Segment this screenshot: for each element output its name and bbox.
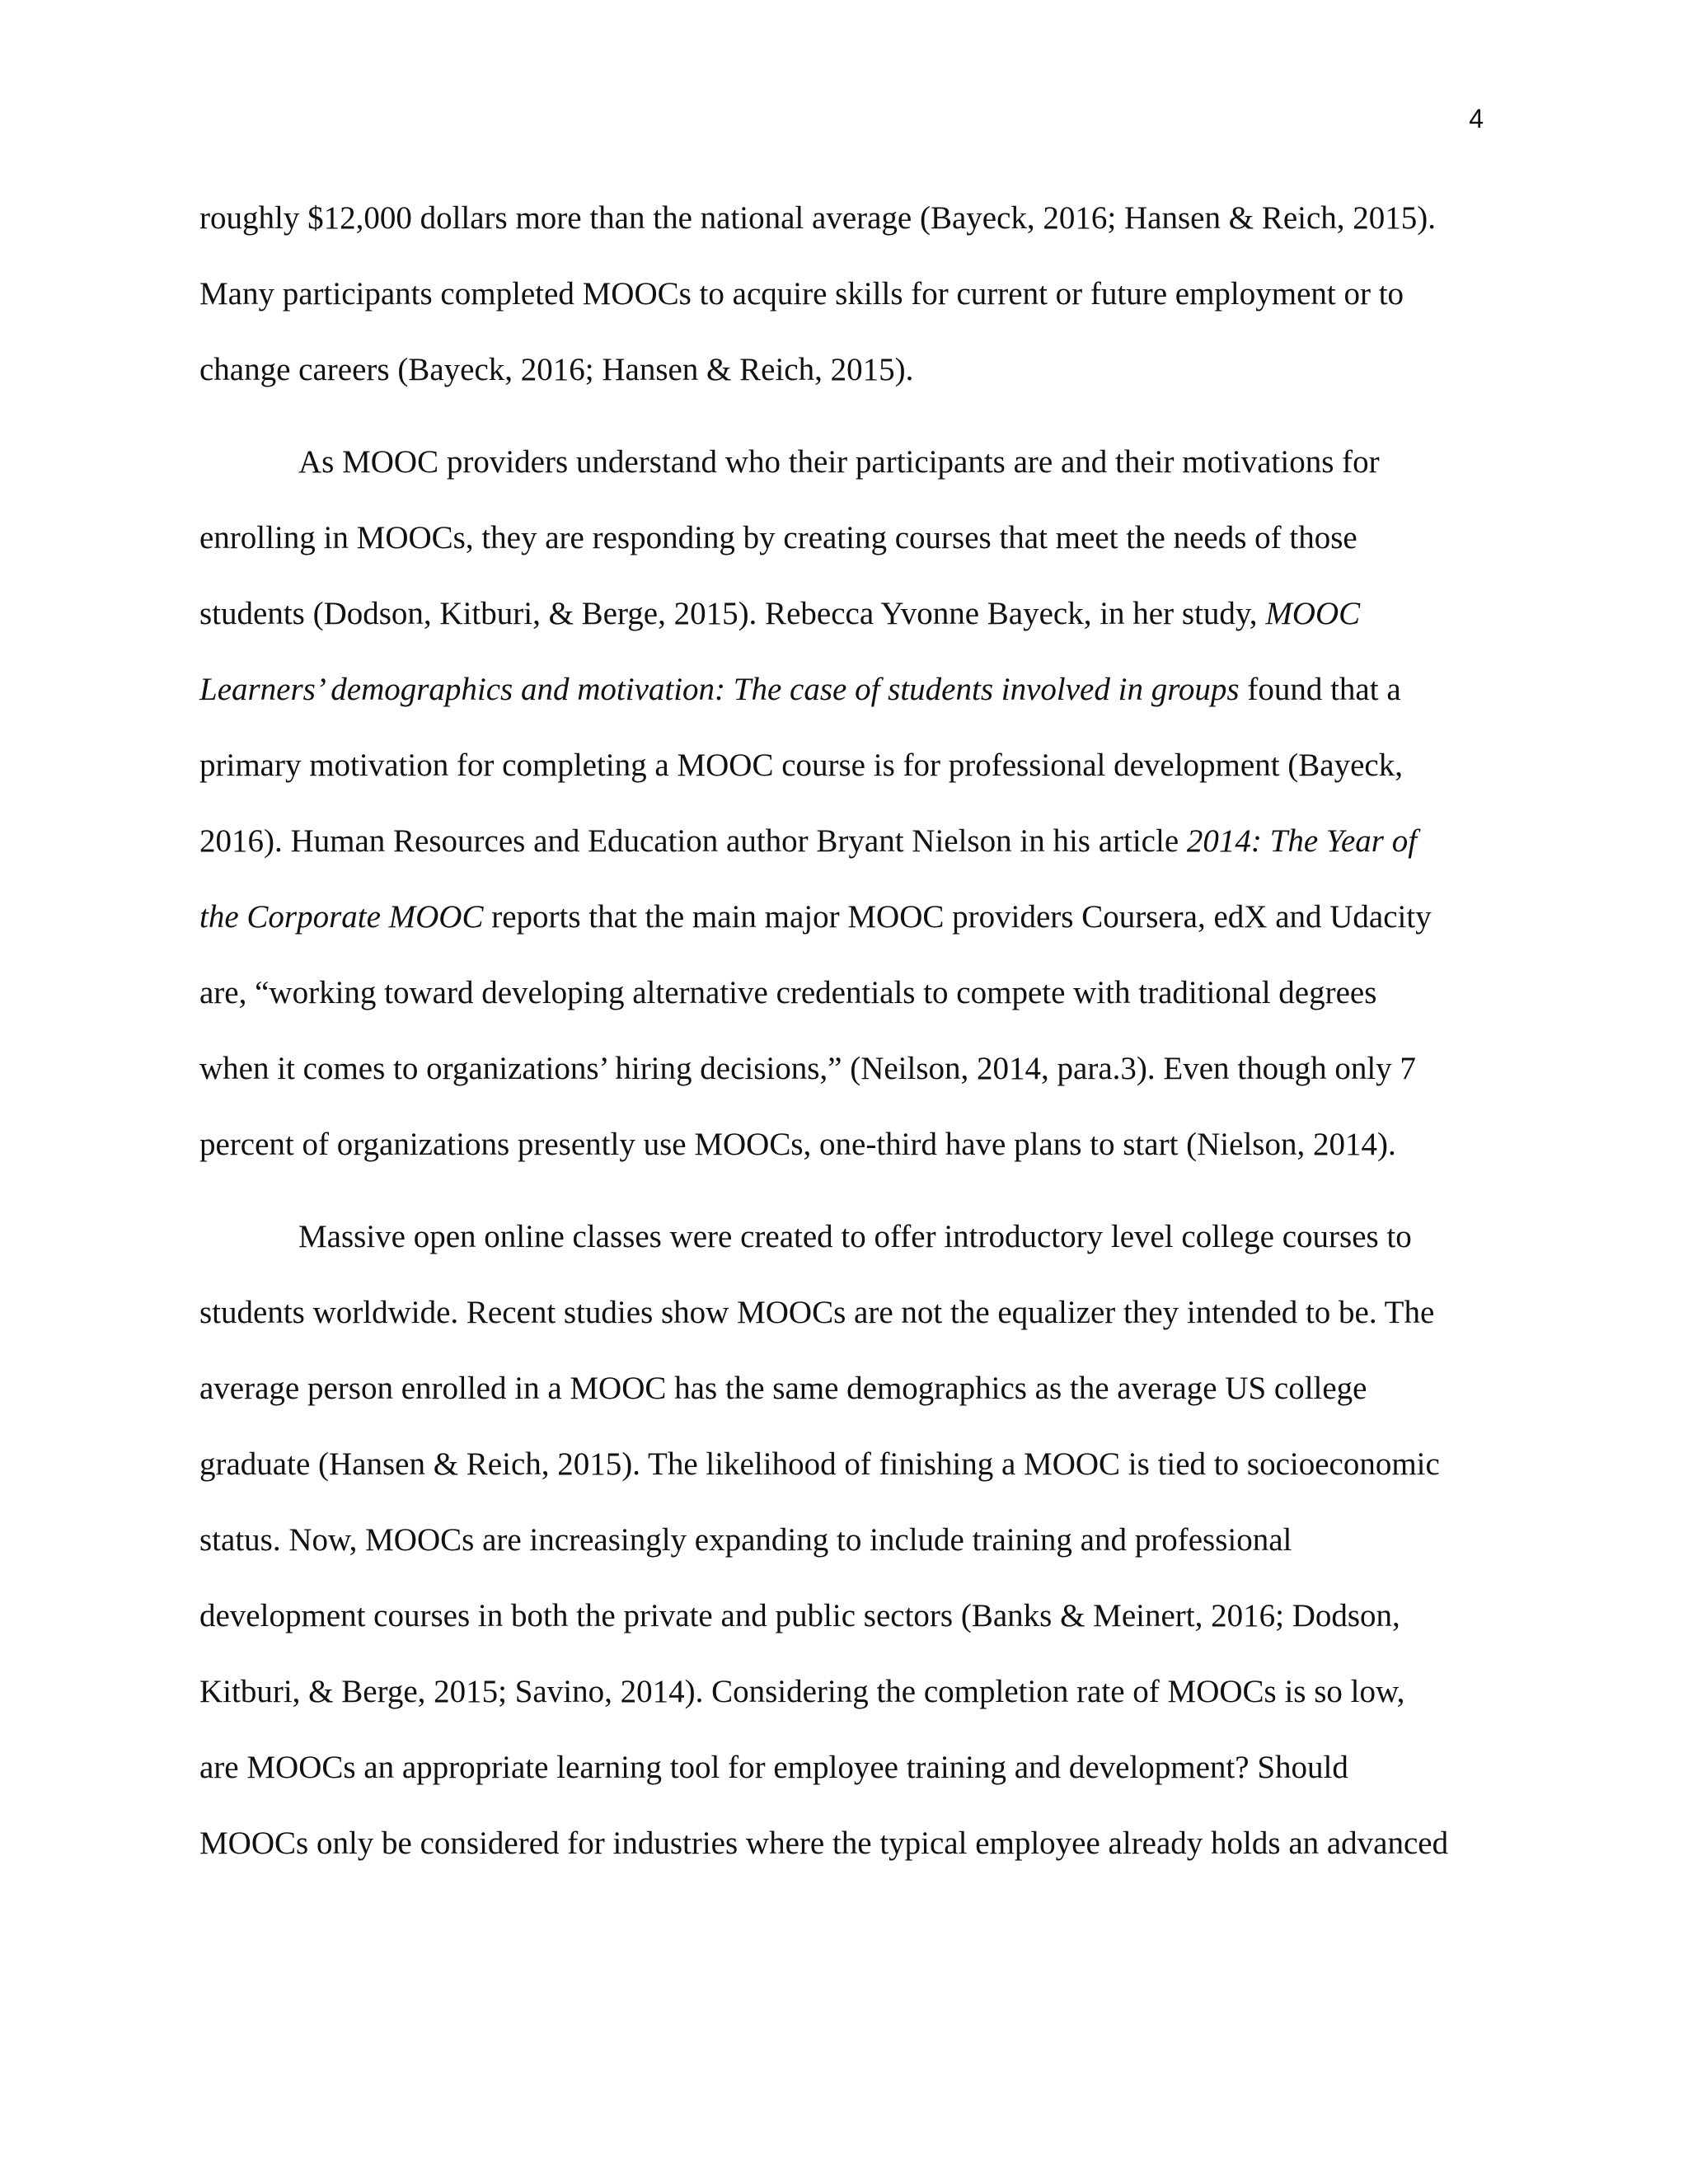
line-text: MOOCs only be considered for industries where the typical employee already holds an advanced	[199, 1825, 1449, 1861]
page-number: 4	[1469, 104, 1484, 134]
text-line	[199, 1441, 1515, 1516]
italic-title-text: the Corporate MOOC	[199, 899, 484, 935]
line-text: reports that the main major MOOC providers Coursera, edX and Udacity	[483, 899, 1432, 935]
text-line	[199, 1668, 1515, 1744]
paragraph-gap	[199, 422, 1515, 438]
text-line	[199, 1365, 1515, 1441]
text-line	[199, 1121, 1515, 1197]
text-line	[199, 1289, 1515, 1365]
line-text: enrolling in MOOCs, they are responding by creating courses that meet the needs of those	[199, 520, 1357, 555]
text-line	[199, 893, 1515, 969]
line-text: are, “working toward developing alternative credentials to compete with traditional degrees	[199, 975, 1377, 1010]
text-line	[199, 742, 1515, 818]
text-line	[199, 1516, 1515, 1592]
text-line	[199, 346, 1515, 422]
line-text: roughly $12,000 dollars more than the national average (Bayeck, 2016; Hansen & Reich, 2015).	[199, 200, 1437, 236]
text-line	[199, 514, 1515, 590]
paragraph	[199, 1213, 1515, 1896]
paragraph	[199, 194, 1515, 422]
line-text: development courses in both the private and public sectors (Banks & Meinert, 2016; Dodson,	[199, 1598, 1400, 1633]
line-text: primary motivation for completing a MOOC course is for professional development (Bayeck,	[199, 748, 1403, 783]
line-text: status. Now, MOOCs are increasingly expanding to include training and professional	[199, 1522, 1292, 1558]
line-text: Massive open online classes were created to offer introductory level college courses to	[298, 1219, 1412, 1254]
text-line	[199, 270, 1515, 346]
line-text: graduate (Hansen & Reich, 2015). The likelihood of finishing a MOOC is tied to socioeconomic	[199, 1446, 1440, 1482]
text-line	[199, 1592, 1515, 1668]
paragraph-gap	[199, 1197, 1515, 1213]
text-line	[199, 1213, 1515, 1289]
text-line	[199, 1045, 1515, 1121]
text-line	[199, 194, 1515, 270]
paragraph	[199, 438, 1515, 1197]
line-text: are MOOCs an appropriate learning tool for employee training and development? Should	[199, 1750, 1348, 1785]
line-text: percent of organizations presently use MOOCs, one-third have plans to start (Nielson, 2014).	[199, 1127, 1396, 1162]
text-line	[199, 1820, 1515, 1896]
line-text: students (Dodson, Kitburi, & Berge, 2015). Rebecca Yvonne Bayeck, in her study,	[199, 596, 1266, 631]
line-text: found that a	[1239, 672, 1401, 707]
italic-title-text: MOOC	[1265, 596, 1361, 631]
text-line	[199, 818, 1515, 893]
italic-title-text: Learners’ demographics and motivation: The case of students involved in groups	[199, 672, 1240, 707]
text-line	[199, 590, 1515, 666]
line-text: change careers (Bayeck, 2016; Hansen & Reich, 2015).	[199, 352, 914, 387]
line-text: Many participants completed MOOCs to acquire skills for current or future employment or to	[199, 276, 1404, 312]
text-line	[199, 438, 1515, 514]
body-text	[199, 194, 1515, 1896]
line-text: students worldwide. Recent studies show MOOCs are not the equalizer they intended to be. The	[199, 1295, 1435, 1330]
text-line	[199, 666, 1515, 742]
text-line	[199, 1744, 1515, 1820]
text-line	[199, 969, 1515, 1045]
line-text: when it comes to organizations’ hiring decisions,” (Neilson, 2014, para.3). Even though only 7	[199, 1051, 1416, 1086]
line-text: Kitburi, & Berge, 2015; Savino, 2014). Considering the completion rate of MOOCs is so low,	[199, 1674, 1405, 1709]
line-text: average person enrolled in a MOOC has the same demographics as the average US college	[199, 1371, 1367, 1406]
line-text: As MOOC providers understand who their participants are and their motivations for	[298, 444, 1380, 480]
line-text: 2016). Human Resources and Education author Bryant Nielson in his article	[199, 823, 1187, 859]
italic-title-text: 2014: The Year of	[1186, 823, 1418, 859]
